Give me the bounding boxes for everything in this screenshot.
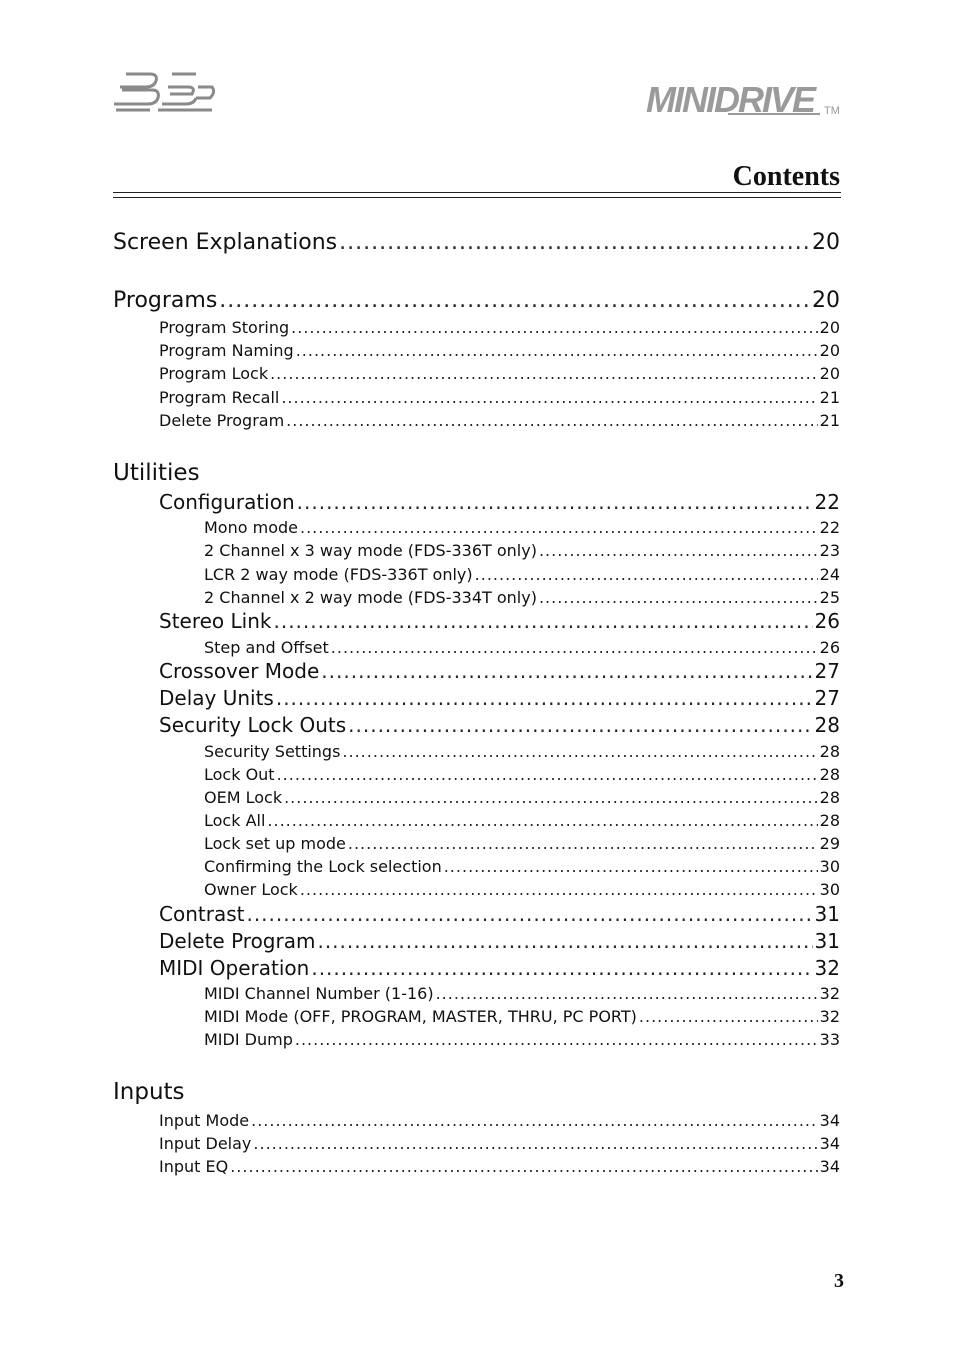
toc-entry-page: 31 (814, 929, 840, 953)
toc-entry-title: Program Naming (159, 341, 294, 360)
toc-entry-title: Configuration (159, 490, 295, 514)
toc-entry-title: 2 Channel x 3 way mode (FDS-336T only) (204, 541, 537, 560)
toc-entry-page: 20 (819, 318, 840, 337)
toc-entry (113, 288, 840, 313)
toc-entry-page: 21 (819, 411, 840, 430)
toc-entry-page: 33 (819, 1030, 840, 1049)
toc-entry-page: 28 (819, 788, 840, 807)
toc-leader-dots (286, 411, 817, 430)
toc-leader-dots (539, 541, 818, 560)
toc-leader-dots (230, 1157, 817, 1176)
toc-leader-dots (539, 588, 818, 607)
toc-entry-page: 34 (819, 1111, 840, 1130)
toc-leader-dots (246, 902, 812, 926)
toc-leader-dots (321, 659, 812, 683)
toc-entry (159, 388, 840, 407)
toc-entry-title: Lock set up mode (204, 834, 346, 853)
toc-entry-title: Mono mode (204, 518, 298, 537)
toc-entry-page: 27 (814, 686, 840, 710)
toc-entry (204, 880, 840, 899)
toc-leader-dots (444, 857, 818, 876)
toc-entry (113, 230, 840, 255)
toc-entry-page: 23 (819, 541, 840, 560)
toc-entry (204, 765, 840, 784)
toc-entry-page: 27 (814, 659, 840, 683)
toc-entry (204, 565, 840, 584)
toc-entry (159, 1157, 840, 1176)
toc-entry-title: Security Settings (204, 742, 341, 761)
page-title: Contents (732, 161, 840, 192)
toc-entry (159, 1111, 840, 1130)
toc-entry-page: 22 (819, 518, 840, 537)
toc-entry-page: 31 (814, 902, 840, 926)
toc-entry-title: Program Recall (159, 388, 280, 407)
toc-entry (204, 1030, 840, 1049)
toc-leader-dots (348, 713, 812, 737)
toc-entry-title: Confirming the Lock selection (204, 857, 442, 876)
toc-entry-title: Contrast (159, 902, 245, 926)
toc-entry (204, 834, 840, 853)
toc-leader-dots (270, 364, 818, 383)
toc-leader-dots (311, 956, 812, 980)
toc-entry (204, 1007, 840, 1026)
toc-entry-page: 28 (819, 765, 840, 784)
toc-entry-title: Input EQ (159, 1157, 229, 1176)
toc-leader-dots (297, 490, 813, 514)
toc-entry-page: 25 (819, 588, 840, 607)
toc-entry (159, 341, 840, 360)
toc-entry-title: Lock Out (204, 765, 275, 784)
toc-leader-dots (295, 1030, 818, 1049)
toc-entry (159, 956, 840, 980)
toc-entry-page: 20 (812, 288, 840, 313)
toc-leader-dots (253, 1134, 817, 1153)
toc-entry-page: 26 (814, 609, 840, 633)
title-rule-top (113, 192, 841, 193)
toc-entry (204, 638, 840, 657)
logo-mini-text: MINIDRIVE (646, 79, 816, 118)
toc-leader-dots (339, 230, 810, 255)
toc-entry (159, 411, 840, 430)
toc-leader-dots (317, 929, 812, 953)
toc-entry-page: 30 (819, 857, 840, 876)
toc-entry-title: Crossover Mode (159, 659, 320, 683)
toc-entry-page: 20 (812, 230, 840, 255)
toc-entry (159, 713, 840, 737)
toc-entry (204, 788, 840, 807)
toc-entry-title: Delete Program (159, 411, 285, 430)
toc-leader-dots (281, 388, 817, 407)
toc-entry-page: 29 (819, 834, 840, 853)
section-heading: Utilities (113, 460, 200, 486)
toc-entry-page: 28 (819, 742, 840, 761)
toc-entry-page: 20 (819, 341, 840, 360)
toc-leader-dots (219, 288, 810, 313)
toc-entry (204, 857, 840, 876)
toc-entry-title: Program Lock (159, 364, 269, 383)
toc-leader-dots (273, 609, 812, 633)
toc-entry-title: MIDI Operation (159, 956, 310, 980)
toc-leader-dots (639, 1007, 818, 1026)
toc-entry-title: Screen Explanations (113, 230, 338, 255)
toc-entry (204, 742, 840, 761)
toc-entry (204, 541, 840, 560)
toc-leader-dots (284, 788, 818, 807)
toc-entry (204, 984, 840, 1003)
toc-entry-title: Input Mode (159, 1111, 250, 1130)
toc-entry-title: Owner Lock (204, 880, 298, 899)
logo-tm: TM (824, 105, 840, 117)
toc-entry (159, 490, 840, 514)
toc-entry-title: Input Delay (159, 1134, 252, 1153)
toc-leader-dots (300, 880, 818, 899)
toc-entry-page: 26 (819, 638, 840, 657)
toc-leader-dots (296, 341, 818, 360)
toc-entry-page: 28 (819, 811, 840, 830)
toc-entry-title: Step and Offset (204, 638, 329, 657)
toc-entry-page: 21 (819, 388, 840, 407)
title-rule-bottom (113, 197, 841, 198)
toc-entry-title: Delay Units (159, 686, 274, 710)
toc-entry-page: 32 (819, 1007, 840, 1026)
toc-entry-page: 30 (819, 880, 840, 899)
toc-entry (159, 364, 840, 383)
toc-entry-title: Delete Program (159, 929, 316, 953)
bss-logo (112, 68, 216, 116)
toc-entry-title: Programs (113, 288, 218, 313)
toc-entry (159, 318, 840, 337)
toc-leader-dots (267, 811, 817, 830)
toc-entry (159, 609, 840, 633)
toc-entry (204, 518, 840, 537)
toc-leader-dots (251, 1111, 818, 1130)
toc-entry-page: 24 (819, 565, 840, 584)
toc-entry-page: 28 (814, 713, 840, 737)
section-heading: Inputs (113, 1079, 185, 1105)
toc-leader-dots (291, 318, 818, 337)
minidrive-logo (646, 76, 846, 118)
toc-entry-title: 2 Channel x 2 way mode (FDS-334T only) (204, 588, 537, 607)
toc-leader-dots (475, 565, 818, 584)
toc-entry (159, 659, 840, 683)
toc-entry (204, 588, 840, 607)
toc-leader-dots (300, 518, 818, 537)
toc-entry-title: MIDI Mode (OFF, PROGRAM, MASTER, THRU, PC PORT) (204, 1007, 637, 1026)
toc-entry-title: MIDI Channel Number (1-16) (204, 984, 434, 1003)
toc-entry-page: 34 (819, 1134, 840, 1153)
toc-entry (159, 686, 840, 710)
toc-leader-dots (331, 638, 818, 657)
toc-entry (159, 902, 840, 926)
toc-entry-page: 20 (819, 364, 840, 383)
toc-leader-dots (342, 742, 817, 761)
toc-leader-dots (348, 834, 818, 853)
toc-entry-title: LCR 2 way mode (FDS-336T only) (204, 565, 473, 584)
toc-entry-page: 32 (819, 984, 840, 1003)
toc-entry-page: 22 (814, 490, 840, 514)
toc-entry-title: Lock All (204, 811, 266, 830)
toc-entry-title: MIDI Dump (204, 1030, 293, 1049)
toc-entry (204, 811, 840, 830)
toc-leader-dots (436, 984, 818, 1003)
toc-entry-page: 34 (819, 1157, 840, 1176)
toc-entry-page: 32 (814, 956, 840, 980)
toc-entry (159, 1134, 840, 1153)
toc-leader-dots (277, 765, 818, 784)
toc-entry-title: Program Storing (159, 318, 290, 337)
toc-entry-title: Stereo Link (159, 609, 272, 633)
page-number: 3 (834, 1270, 844, 1292)
toc-entry (159, 929, 840, 953)
toc-entry-title: OEM Lock (204, 788, 283, 807)
toc-leader-dots (276, 686, 813, 710)
toc-entry-title: Security Lock Outs (159, 713, 347, 737)
